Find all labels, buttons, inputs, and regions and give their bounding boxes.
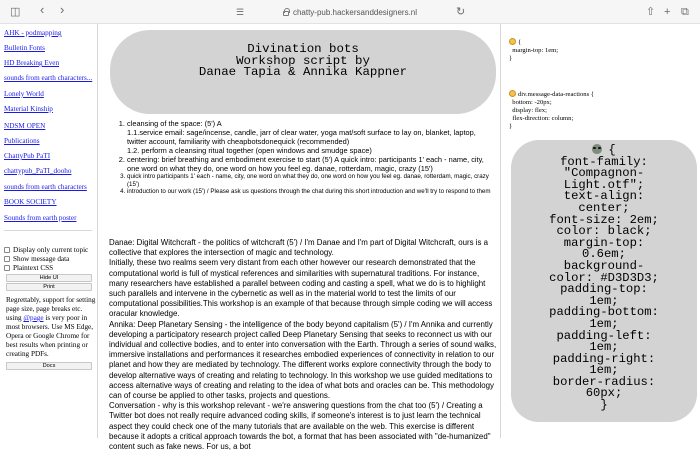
- sidebar-link[interactable]: ChattyPub PaTI: [4, 152, 51, 160]
- hide-ui-button[interactable]: Hide UI: [6, 274, 92, 282]
- print-button[interactable]: Print: [6, 283, 92, 291]
- message-body: [109, 238, 497, 452]
- sidebar-link[interactable]: NDSM OPEN: [4, 122, 46, 130]
- tabs-overview-icon[interactable]: ⧉: [681, 6, 689, 18]
- sidebar-link[interactable]: chattypub_PaTI_dooho: [4, 167, 72, 175]
- reader-icon[interactable]: ☰: [236, 7, 245, 17]
- css-rule-alien-card: { font-family: "Compagnon- Light.otf"; text-align: center; font-size: 2em; color: black; margin-top: 0.6em; background- color: #D3D3D3; padding-top: 1em; padding-bottom: 1em; padding-left: 1em; padding-right: 1em; border-radius: 60px; }: [511, 140, 697, 422]
- grinning-emoji-icon: [509, 90, 516, 97]
- print-note: Regrettably, support for setting page size, page breaks etc. using @page is very poor in most browsers. Use MS Edge, Opera or Google Chrome for best results when printing or creating PDFs.: [6, 296, 96, 358]
- address-bar[interactable]: [252, 4, 448, 20]
- alien-emoji-icon: [592, 144, 602, 154]
- css-panel: [500, 24, 700, 438]
- sidebar-toggle-icon[interactable]: ◫: [10, 6, 21, 18]
- share-icon[interactable]: ⇧: [646, 6, 656, 18]
- sidebar-link[interactable]: BOOK SOCIETY: [4, 198, 57, 206]
- page-title: Divination bots Workshop script by Danae Tapia & Annika Kappner: [110, 30, 496, 114]
- agenda-list: [117, 120, 493, 196]
- sidebar-link[interactable]: sounds from earth characters: [4, 183, 87, 191]
- option-current-topic[interactable]: Display only current topic: [4, 246, 88, 254]
- list-item: 4. introduction to our work (15') / Please ask us questions through the chat during this short introduction and we'll try to respond to them: [127, 188, 493, 196]
- new-tab-icon[interactable]: +: [664, 6, 671, 18]
- divider: [4, 230, 92, 231]
- lock-icon: [283, 11, 289, 16]
- sidebar-link[interactable]: AHK - podmapping: [4, 29, 62, 37]
- laughing-emoji-icon: [509, 38, 516, 45]
- option-plaintext-css[interactable]: Plaintext CSS: [4, 264, 53, 272]
- checkbox[interactable]: [4, 247, 10, 253]
- option-message-data[interactable]: Show message data: [4, 255, 69, 263]
- back-icon[interactable]: ‹: [40, 2, 45, 17]
- paragraph: Conversation - why is this workshop relevant - we're answering questions from the chat too (5') / Creating a Twitter bot does not really require advanced coding skills, if someone's interest is to just learn the technical aspect they could check one of the many tutorials that are available on the web. This exercise is different because it adopts a critical approach towards the bot, a format that has been associated with "de-humanized" content such as fake news. For us, a bot: [109, 401, 491, 452]
- paragraph: Danae: Digital Witchcraft - the politics of witchcraft (5') / I'm Danae and I'm part of Digital Witchcraft, ours is a collective that explores the intersection of magic and technology.: [109, 238, 489, 258]
- checkbox[interactable]: [4, 265, 10, 271]
- sidebar-link[interactable]: sounds from earth characters...: [4, 74, 93, 82]
- page-link[interactable]: @page: [23, 314, 44, 322]
- sidebar-link[interactable]: Publications: [4, 137, 40, 145]
- list-item: 2. centering: brief breathing and embodiment exercise to start (5') A quick intro: participants 1' each - name, city, one word on what they do, one word on how you feel eg. danae, rotterdam, magic, crazy (15'): [127, 156, 493, 174]
- list-item: 3. quick intro participants 1' each - name, city, one word on what they do, one word on how you feel eg. danae, rotterdam, magic, crazy (15'): [127, 173, 493, 188]
- url-text: chatty-pub.hackersanddesigners.nl: [292, 7, 418, 17]
- list-item: 1. cleansing of the space: (5') A 1.1.service email: sage/incense, candle, jarr of clear water, yoga mat/soft surface to lay on, blanket, laptop, twitter account, familiarity with cheapbotsdonequick (recommended) 1.2. perform a cleansing ritual together (open windows and smudge space): [127, 120, 493, 156]
- sidebar-link[interactable]: Material Kinship: [4, 105, 53, 113]
- sidebar-link[interactable]: HD Breaking Even: [4, 59, 60, 67]
- reload-icon[interactable]: ↻: [456, 6, 466, 18]
- sidebar-link[interactable]: Bulletin Fonts: [4, 44, 45, 52]
- browser-toolbar: [0, 0, 700, 24]
- css-rule-reactions: div.message-data-reactions { bottom: -20px; display: flex; flex-direction: column; }: [509, 91, 594, 130]
- sidebar-link[interactable]: Lonely World: [4, 90, 44, 98]
- forward-icon[interactable]: ›: [60, 2, 65, 17]
- sidebar-link[interactable]: Sounds from earth poster: [4, 214, 77, 222]
- paragraph: Initially, these two realms seem very distant from each other however our research demonstrated that the computational world is full of mystical references and similarities with supernatural traditions. For instance, many researchers have established a parallel between coding and casting a spell, what we do is to highlight such parallels and intervene in the cybernetic as well as in the material world to test the limits of our computational possibilities.This workshop is an example of that because through simple coding we will access oracular knowledge.: [109, 258, 493, 319]
- sidebar: [0, 24, 98, 438]
- checkbox[interactable]: [4, 256, 10, 262]
- paragraph: Annika: Deep Planetary Sensing - the intelligence of the body beyond capitalism (5') / I'm Annika and currently developing a participatory research project called Deep Planetary Sensing that seeks to reconnect us with our individual and collective bodies, and to enter into conversation with the Earth. Through a series of sound walks, immersive installations and performances it researches embodied experiences of connectivity in relation to our planet and how they are mediated by technology. The different works explore connectivity through the body to develop alternative ways of creating and relating to technology. In this workshop we use guided meditations to access alternative ways of creating and relating to the idea of what bots and oracles can be. This methodology can of course be applied to other tasks, projects and questions.: [109, 319, 497, 401]
- docs-button[interactable]: Docs: [6, 362, 92, 370]
- css-rule-laughing: { margin-top: 1em; }: [509, 39, 559, 62]
- main-content: [100, 24, 498, 452]
